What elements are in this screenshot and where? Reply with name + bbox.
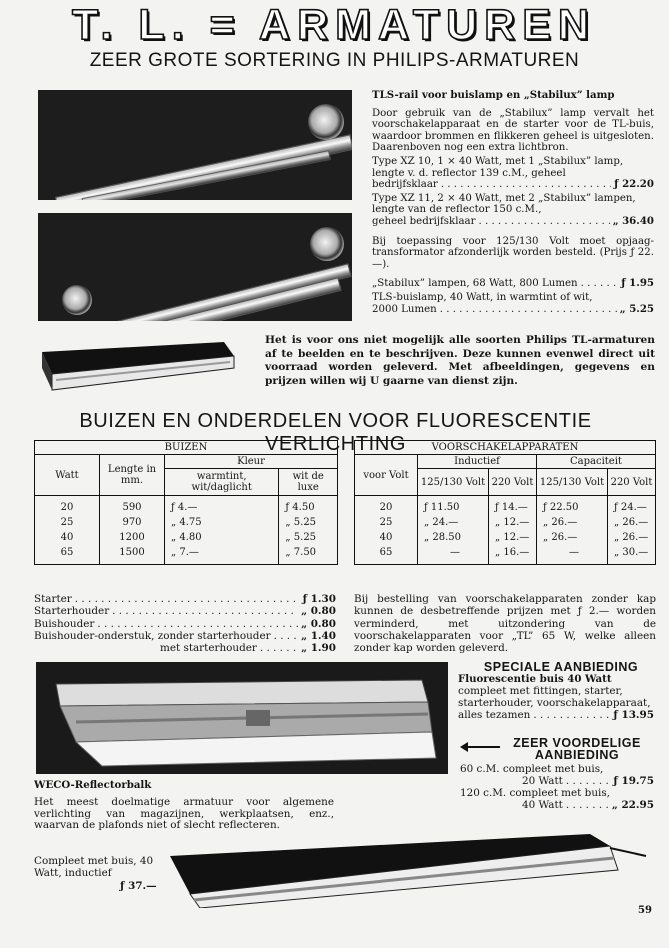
col-warmtint: warmtint, wit/daglicht (165, 469, 279, 496)
page-subtitle: ZEER GROTE SORTERING IN PHILIPS-ARMATUREN (89, 50, 580, 71)
table-row (355, 545, 656, 565)
page-title: T. L. = ARMATUREN (72, 1, 596, 49)
deal-item-price: „ 22.95 (611, 799, 654, 811)
deal-item-label: 40 Watt (522, 799, 563, 811)
order-note: Bij bestelling van voorschakelapparaten zonder kap kunnen de desbetreffende prijzen met ƒ 2.— worden verminderd, met uitzondering van de voorschakelapparaten voor „TL” 65 W, welke alleen zonder kap worden geleverd. (354, 593, 656, 655)
cell-c125: „ 26.— (536, 530, 607, 545)
tls-item-price: „ 36.40 (612, 214, 654, 227)
tls-extra-price: ƒ 1.95 (621, 277, 654, 290)
cell-c125: „ 26.— (536, 515, 607, 530)
list-item (34, 593, 336, 605)
tls-extra-label: „Stabilux” lampen, 68 Watt, 800 Lumen (372, 278, 578, 290)
part-label: Buishouder-onderstuk, zonder starterhouder (34, 629, 271, 642)
cell-i220: ƒ 14.— (489, 496, 537, 516)
tls-extra-label: 2000 Lumen (372, 303, 437, 315)
list-item (34, 618, 336, 630)
deal-item-label: 20 Watt (522, 775, 563, 787)
tls-extra-text: TLS-buislamp, 40 Watt, in warmtint of wit, (372, 291, 593, 303)
weco-text-2: Compleet met buis, 40 Watt, inductief (34, 855, 154, 879)
part-price: ƒ 1.30 (302, 593, 336, 605)
deal-item-text: 60 c.M. compleet met buis, (460, 763, 604, 775)
cell-c125: ƒ 22.50 (536, 496, 607, 516)
weco-price: ƒ 37.— (120, 880, 157, 892)
tls-item-text: Type XZ 10, 1 × 40 Watt, met 1 „Stabilux” lamp, lengte v. d. reflector 139 c.M., geheel (372, 155, 624, 179)
table-row (355, 496, 656, 516)
table-row (35, 545, 338, 565)
weco-title: WECO-Reflectorbalk (34, 779, 152, 791)
cell-watt: 65 (35, 545, 100, 565)
special-text: compleet met fittingen, starter, starterhouder, voorschakelapparaat, (458, 685, 651, 709)
cell-lengte: 1500 (100, 545, 165, 565)
cell-c220: ƒ 24.— (607, 496, 655, 516)
tls-rail-photo-double (38, 213, 352, 321)
notice-paragraph: Het is voor ons niet mogelijk alle soorten Philips TL-armaturen af te beelden en te beschrijven. Deze kunnen evenwel direct uit voorraad worden geleverd. Met afbeeldingen, gegevens en prijzen willen wij U gaarne van dienst zijn. (265, 334, 655, 388)
table-row (355, 515, 656, 530)
cell-c220: „ 26.— (607, 530, 655, 545)
part-label: Buishouder (34, 617, 95, 630)
special-offer (458, 661, 654, 721)
list-item (34, 642, 336, 654)
cell-i220: „ 12.— (489, 515, 537, 530)
deal-item (460, 763, 654, 787)
cell-deluxe: ƒ 4.50 (279, 496, 338, 516)
cell-c125: — (536, 545, 607, 565)
tls-item (372, 193, 654, 228)
cell-c220: „ 26.— (607, 515, 655, 530)
tls-item-price: ƒ 22.20 (614, 178, 654, 191)
tls-item-text: Type XZ 11, 2 × 40 Watt, met 2 „Stabilux” lampen, lengte van de reflector 150 c.M., (372, 192, 636, 216)
tls-extra-price: „ 5.25 (619, 302, 654, 315)
cell-watt: 25 (355, 515, 418, 530)
weco-description: Het meest doelmatige armatuur voor algemene verlichting van magazijnen, werkplaatsen, enz., waarvan de plafonds niet of slecht reflecteren. (34, 795, 334, 832)
cell-deluxe: „ 7.50 (279, 545, 338, 565)
deal-title-line2: AANBIEDING (534, 748, 620, 762)
table-row (35, 515, 338, 530)
col-capaciteit-125: 125/130 Volt (536, 469, 607, 496)
tls-note: Bij toepassing voor 125/130 Volt moet opjaag-transformator afzonderlijk worden besteld. (Prijs ƒ 22.—). (372, 235, 654, 270)
cell-watt: 25 (35, 515, 100, 530)
cell-c220: „ 30.— (607, 545, 655, 565)
deal-item-price: ƒ 19.75 (613, 775, 654, 787)
deal-item-text: 120 c.M. compleet met buis, (460, 787, 610, 799)
tls-item (372, 156, 654, 191)
special-title: SPECIALE AANBIEDING (483, 660, 639, 674)
cell-lengte: 590 (100, 496, 165, 516)
list-item (34, 605, 336, 617)
cell-deluxe: „ 5.25 (279, 515, 338, 530)
part-label: Starter (34, 593, 72, 605)
page-number: 59 (638, 905, 652, 916)
cell-watt: 20 (35, 496, 100, 516)
cell-warm: „ 7.— (165, 545, 279, 565)
part-price: „ 0.80 (301, 605, 336, 618)
special-last: alles tezamen (458, 709, 531, 721)
cell-watt: 40 (355, 530, 418, 545)
cell-lengte: 1200 (100, 530, 165, 545)
cell-i220: „ 12.— (489, 530, 537, 545)
cell-i125: ƒ 11.50 (418, 496, 489, 516)
reflector-bar-photo (170, 822, 650, 908)
buizen-title: BUIZEN (35, 441, 338, 455)
special-subtitle: Fluorescentie buis 40 Watt (458, 673, 612, 685)
cell-warm: ƒ 4.— (165, 496, 279, 516)
deal-item (460, 787, 654, 811)
cell-warm: „ 4.80 (165, 530, 279, 545)
tls-text-block (372, 90, 654, 315)
col-inductief: Inductief (418, 455, 537, 469)
cell-watt: 65 (355, 545, 418, 565)
tls-rail-photo-single (38, 90, 352, 200)
weco-reflector-photo (36, 662, 448, 774)
tls-item-last: bedrijfsklaar (372, 179, 438, 191)
tls-item-last: geheel bedrijfsklaar (372, 215, 476, 227)
list-item (34, 630, 336, 642)
cell-warm: „ 4.75 (165, 515, 279, 530)
cell-i125: „ 28.50 (418, 530, 489, 545)
cell-i220: „ 16.— (489, 545, 537, 565)
special-price: ƒ 13.95 (613, 709, 654, 721)
col-capaciteit: Capaciteit (536, 455, 655, 469)
table-row (35, 496, 338, 516)
cell-watt: 40 (35, 530, 100, 545)
parts-list (34, 593, 336, 654)
cell-i125: „ 24.— (418, 515, 489, 530)
col-inductief-125: 125/130 Volt (418, 469, 489, 496)
deal-offer (460, 737, 654, 811)
part-price: „ 1.90 (301, 642, 336, 655)
cell-i125: — (418, 545, 489, 565)
col-watt: Watt (35, 455, 100, 496)
col-inductief-220: 220 Volt (489, 469, 537, 496)
table-row (355, 530, 656, 545)
part-label: met starterhouder (160, 642, 257, 655)
tls-extra (372, 292, 654, 315)
col-volt: voor Volt (355, 455, 418, 496)
tls-heading: TLS-rail voor buislamp en „Stabilux” lamp (372, 89, 615, 101)
tls-extra (372, 278, 654, 290)
table-row (35, 530, 338, 545)
voorschakel-title: VOORSCHAKELAPPARATEN (355, 441, 656, 455)
section-heading: BUIZEN EN ONDERDELEN VOOR FLUORESCENTIE VERLICHTING (79, 410, 592, 455)
voorschakel-table (354, 440, 656, 565)
cell-watt: 20 (355, 496, 418, 516)
cell-lengte: 970 (100, 515, 165, 530)
col-deluxe: wit de luxe (279, 469, 338, 496)
part-price: „ 0.80 (301, 617, 336, 630)
buizen-table (34, 440, 338, 565)
armature-photo (38, 340, 238, 398)
part-label: Starterhouder (34, 605, 110, 618)
col-capaciteit-220: 220 Volt (607, 469, 655, 496)
part-price: „ 1.40 (301, 629, 336, 642)
tls-intro: Door gebruik van de „Stabilux” lamp vervalt het voorschakelapparaat en de starter voor de TL-buis, waardoor brommen en flikkeren geheel is uitgesloten. Daarenboven nog een extra lichtbron. (372, 107, 654, 154)
col-lengte: Lengte in mm. (100, 455, 165, 496)
col-kleur: Kleur (165, 455, 338, 469)
cell-deluxe: „ 5.25 (279, 530, 338, 545)
deal-title-line1: ZEER VOORDELIGE (513, 736, 641, 750)
